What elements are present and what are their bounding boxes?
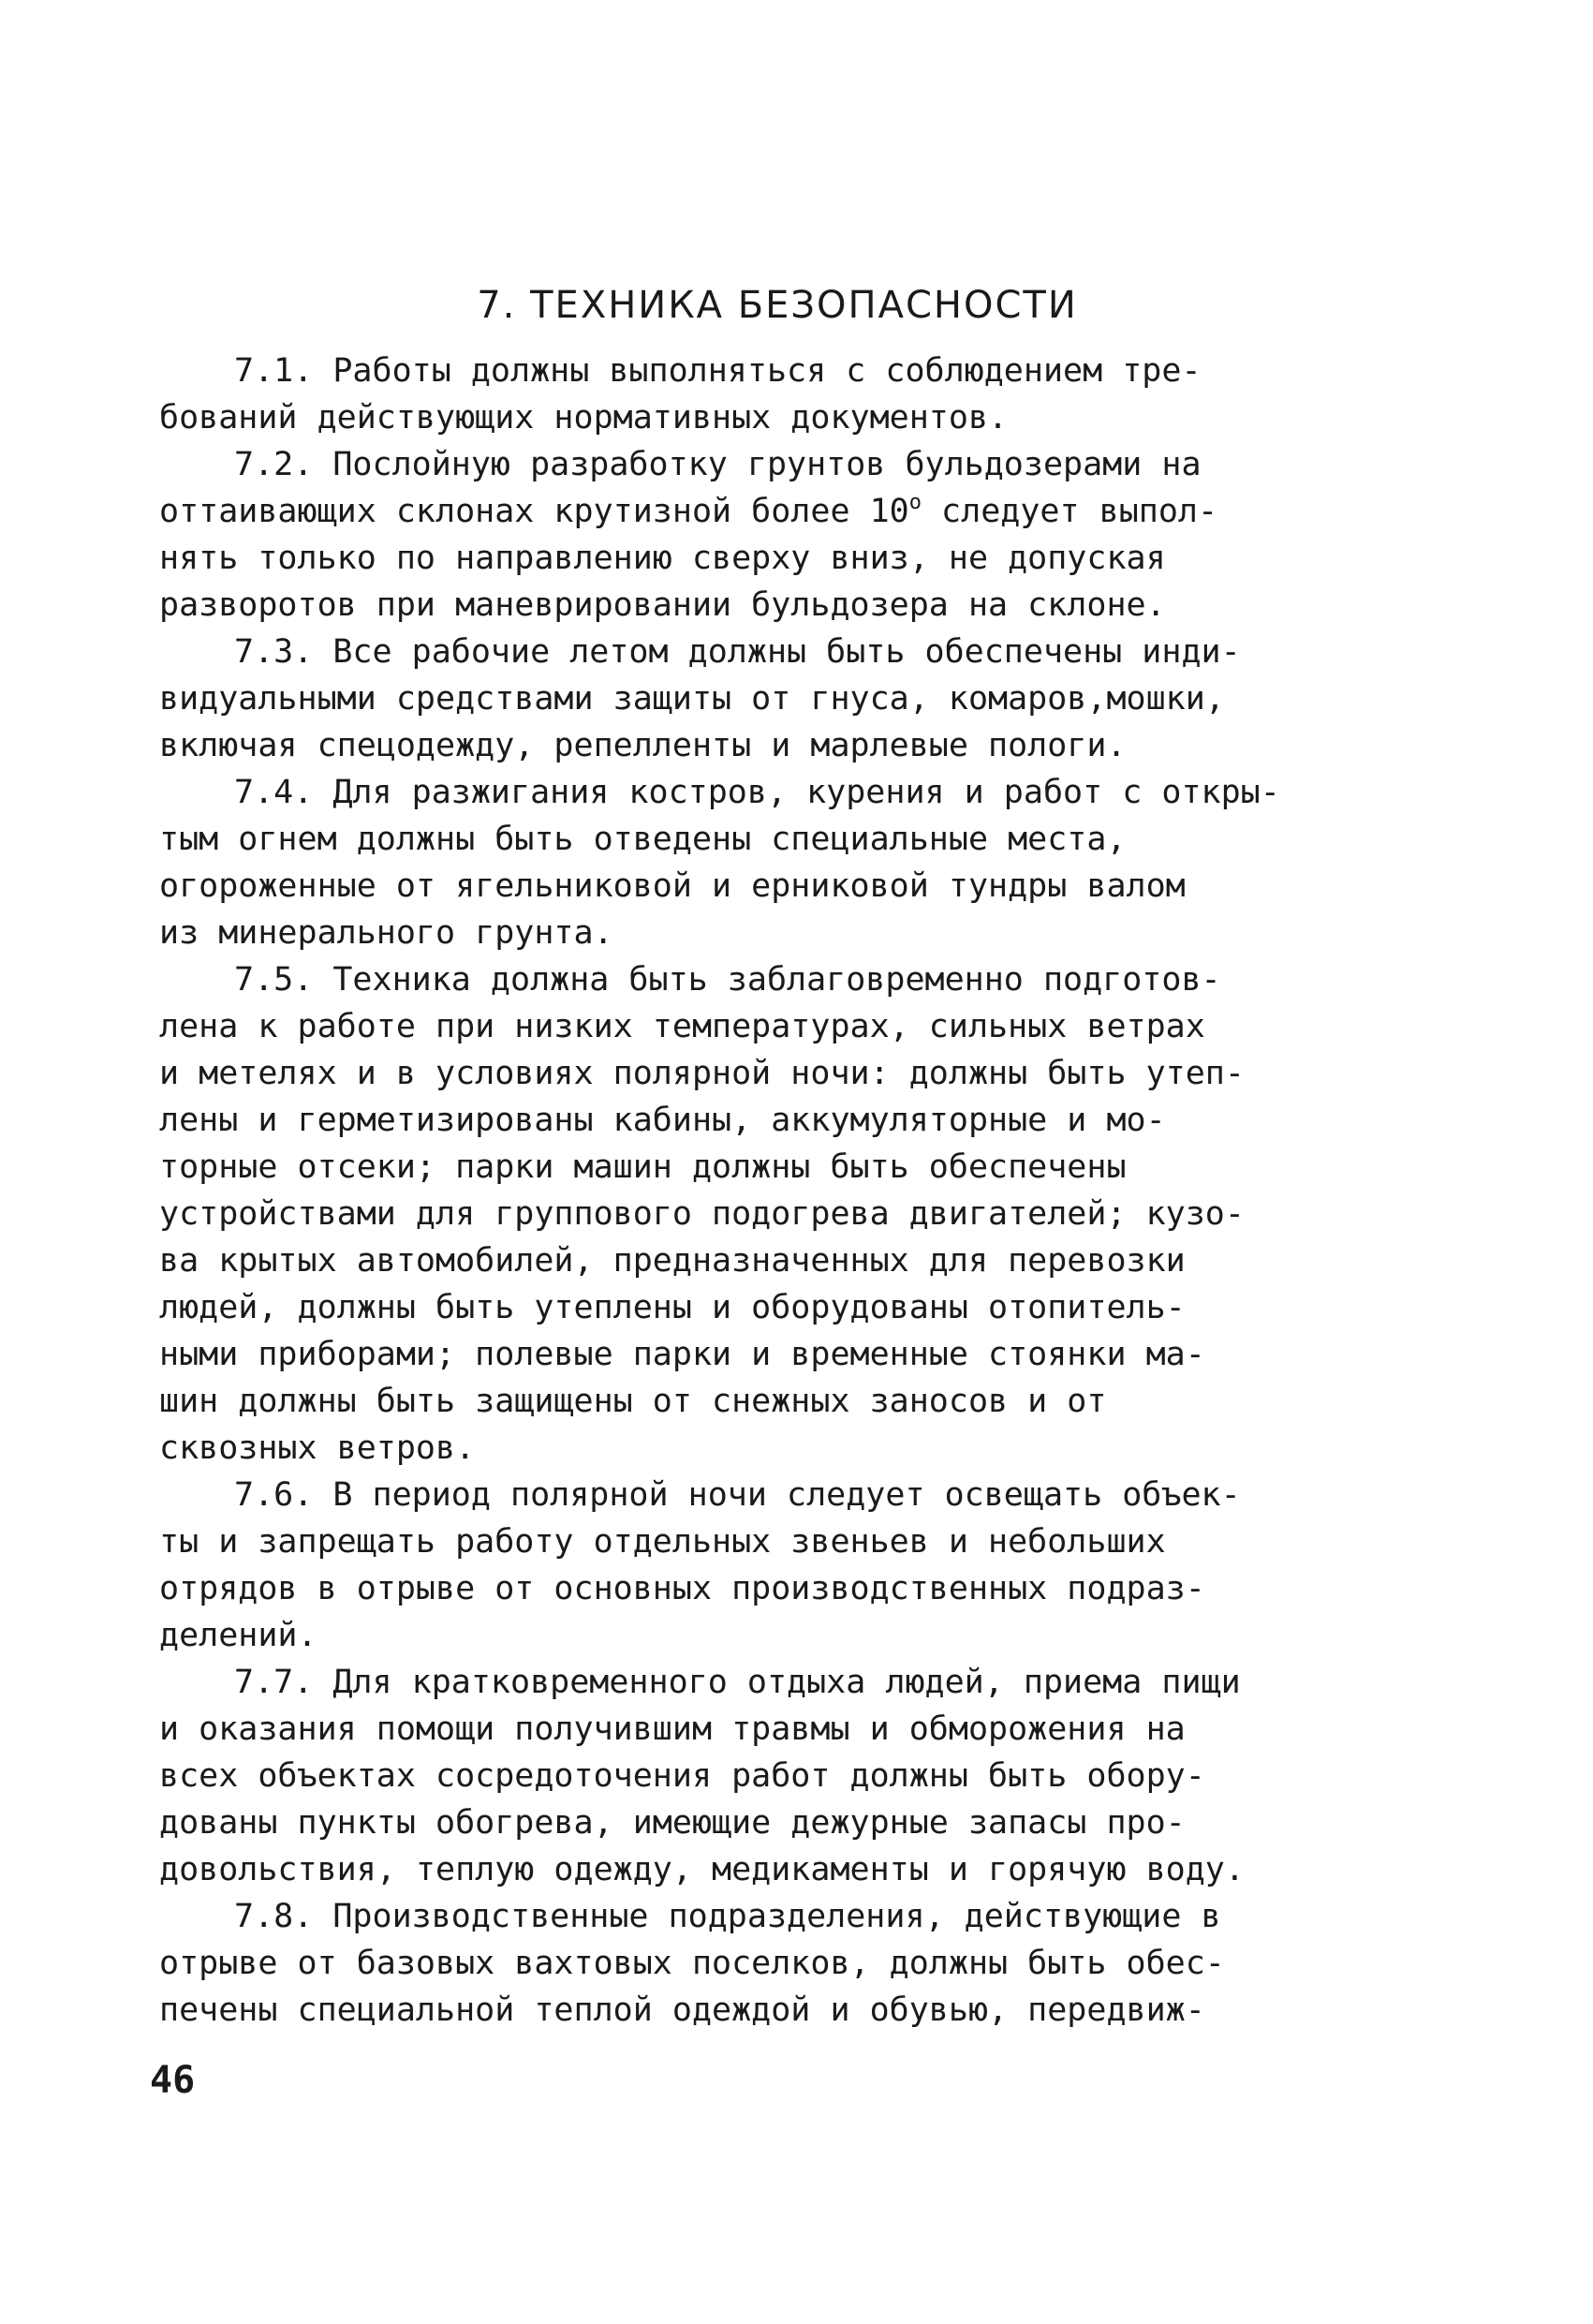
text-line: ными приборами; полевые парки и временные стоянки ма- (159, 1336, 1205, 1373)
text-line: 7.4. Для разжигания костров, курения и работ с откры- (234, 774, 1280, 811)
degree-superscript: о (908, 491, 922, 514)
text-line: устройствами для группового подогрева двигателей; кузо- (159, 1195, 1245, 1233)
text-line: шин должны быть защищены от снежных заносов и от (159, 1383, 1107, 1420)
text-line: нять только по направлению сверху вниз, не допуская (159, 540, 1166, 577)
text-line: печены специальной теплой одеждой и обувью, передвиж- (159, 1991, 1205, 2029)
text-line: видуальными средствами защиты от гнуса, комаров,мошки, (159, 680, 1225, 718)
text-line: отрядов в отрыве от основных производственных подраз- (159, 1570, 1205, 1607)
text-line: 7.2. Послойную разработку грунтов бульдозерами на (234, 446, 1202, 483)
page-number: 46 (150, 2059, 196, 2102)
text-line: ва крытых автомобилей, предназначенных для перевозки (159, 1242, 1186, 1280)
text-line-start: оттаивающих склонах крутизной более 10 (159, 493, 909, 530)
text-line: 7.7. Для кратковременного отдыха людей, приема пищи (234, 1664, 1241, 1701)
text-line: включая спецодежду, репелленты и марлевые пологи. (159, 727, 1127, 764)
text-line: отрыве от базовых вахтовых поселков, должны быть обес- (159, 1945, 1225, 1982)
text-line: людей, должны быть утеплены и оборудованы отопитель- (159, 1289, 1186, 1326)
text-line: 7.6. В период полярной ночи следует освещать объек- (234, 1476, 1241, 1514)
text-line: торные отсеки; парки машин должны быть обеспечены (159, 1148, 1127, 1186)
text-line: делений. (159, 1617, 317, 1654)
text-line: лена к работе при низких температурах, сильных ветрах (159, 1008, 1205, 1045)
text-line: 7.5. Техника должна быть заблаговременно подготов- (234, 961, 1221, 999)
text-line: 7.3. Все рабочие летом должны быть обеспечены инди- (234, 633, 1241, 671)
text-line: 7.1. Работы должны выполняться с соблюдением тре- (234, 352, 1202, 390)
text-line: из минерального грунта. (159, 914, 613, 952)
text-line: сквозных ветров. (159, 1429, 476, 1467)
text-line: дованы пункты обогрева, имеющие дежурные запасы про- (159, 1804, 1186, 1842)
text-line: довольствия, теплую одежду, медикаменты и горячую воду. (159, 1851, 1245, 1888)
section-title: 7. ТЕХНИКА БЕЗОПАСНОСТИ (477, 284, 1078, 327)
text-line: всех объектах сосредоточения работ должны быть обору- (159, 1757, 1205, 1795)
text-line: и оказания помощи получившим травмы и обморожения на (159, 1710, 1186, 1748)
text-line: ты и запрещать работу отдельных звеньев и небольших (159, 1523, 1166, 1561)
text-line: тым огнем должны быть отведены специальные места, (159, 821, 1127, 858)
text-line: разворотов при маневрировании бульдозера на склоне. (159, 586, 1166, 624)
text-line: и метелях и в условиях полярной ночи: должны быть утеп- (159, 1055, 1245, 1092)
text-line: 7.8. Производственные подразделения, действующие в (234, 1898, 1221, 1935)
text-line-with-superscript (159, 489, 1217, 534)
text-line: огороженные от ягельниковой и ерниковой тундры валом (159, 867, 1186, 905)
text-line-end: следует выпол- (921, 493, 1218, 530)
text-line: бований действующих нормативных документов. (159, 399, 1009, 437)
text-line: лены и герметизированы кабины, аккумуляторные и мо- (159, 1102, 1166, 1139)
